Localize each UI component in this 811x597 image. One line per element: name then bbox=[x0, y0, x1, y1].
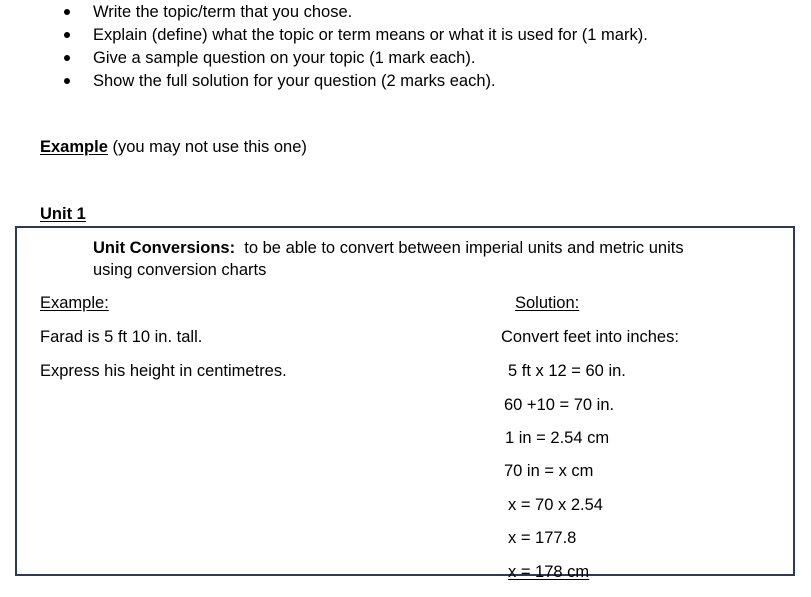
instruction-text: Explain (define) what the topic or term means or what it is used for (1 mark). bbox=[93, 26, 648, 44]
topic-line-1 bbox=[93, 239, 684, 258]
solution-step: 1 in = 2.54 cm bbox=[505, 429, 610, 447]
bullet-icon bbox=[64, 78, 70, 84]
solution-label: Solution: bbox=[515, 294, 580, 312]
instruction-item bbox=[64, 25, 648, 48]
instruction-item bbox=[64, 48, 648, 71]
instruction-text: Show the full solution for your question (2 marks each). bbox=[93, 72, 496, 90]
topic-description: to be able to convert between imperial units and metric units bbox=[244, 239, 684, 257]
solution-final-answer: x = 178 cm bbox=[508, 563, 590, 581]
question-line: Express his height in centimetres. bbox=[40, 362, 287, 380]
bullet-icon bbox=[64, 32, 70, 38]
example-heading bbox=[40, 138, 307, 157]
topic-description-continued: using conversion charts bbox=[93, 261, 267, 279]
solution-step: 70 in = x cm bbox=[504, 462, 594, 480]
bullet-icon bbox=[64, 55, 70, 61]
solution-step: 60 +10 = 70 in. bbox=[504, 396, 615, 414]
instruction-item bbox=[64, 2, 648, 25]
solution-step: Convert feet into inches: bbox=[501, 328, 679, 346]
instruction-item bbox=[64, 71, 648, 94]
instruction-list bbox=[64, 2, 648, 94]
question-line: Farad is 5 ft 10 in. tall. bbox=[40, 328, 203, 346]
example-heading-note: (you may not use this one) bbox=[112, 138, 307, 156]
solution-step: 5 ft x 12 = 60 in. bbox=[508, 362, 626, 380]
bullet-icon bbox=[64, 9, 70, 15]
unit-heading: Unit 1 bbox=[40, 205, 86, 223]
example-heading-label: Example bbox=[40, 138, 108, 156]
instruction-text: Write the topic/term that you chose. bbox=[93, 3, 353, 21]
example-label: Example: bbox=[40, 294, 109, 312]
solution-step: x = 70 x 2.54 bbox=[508, 496, 603, 514]
instruction-text: Give a sample question on your topic (1 mark each). bbox=[93, 49, 476, 67]
topic-title: Unit Conversions: bbox=[93, 239, 236, 257]
solution-step: x = 177.8 bbox=[508, 529, 577, 547]
